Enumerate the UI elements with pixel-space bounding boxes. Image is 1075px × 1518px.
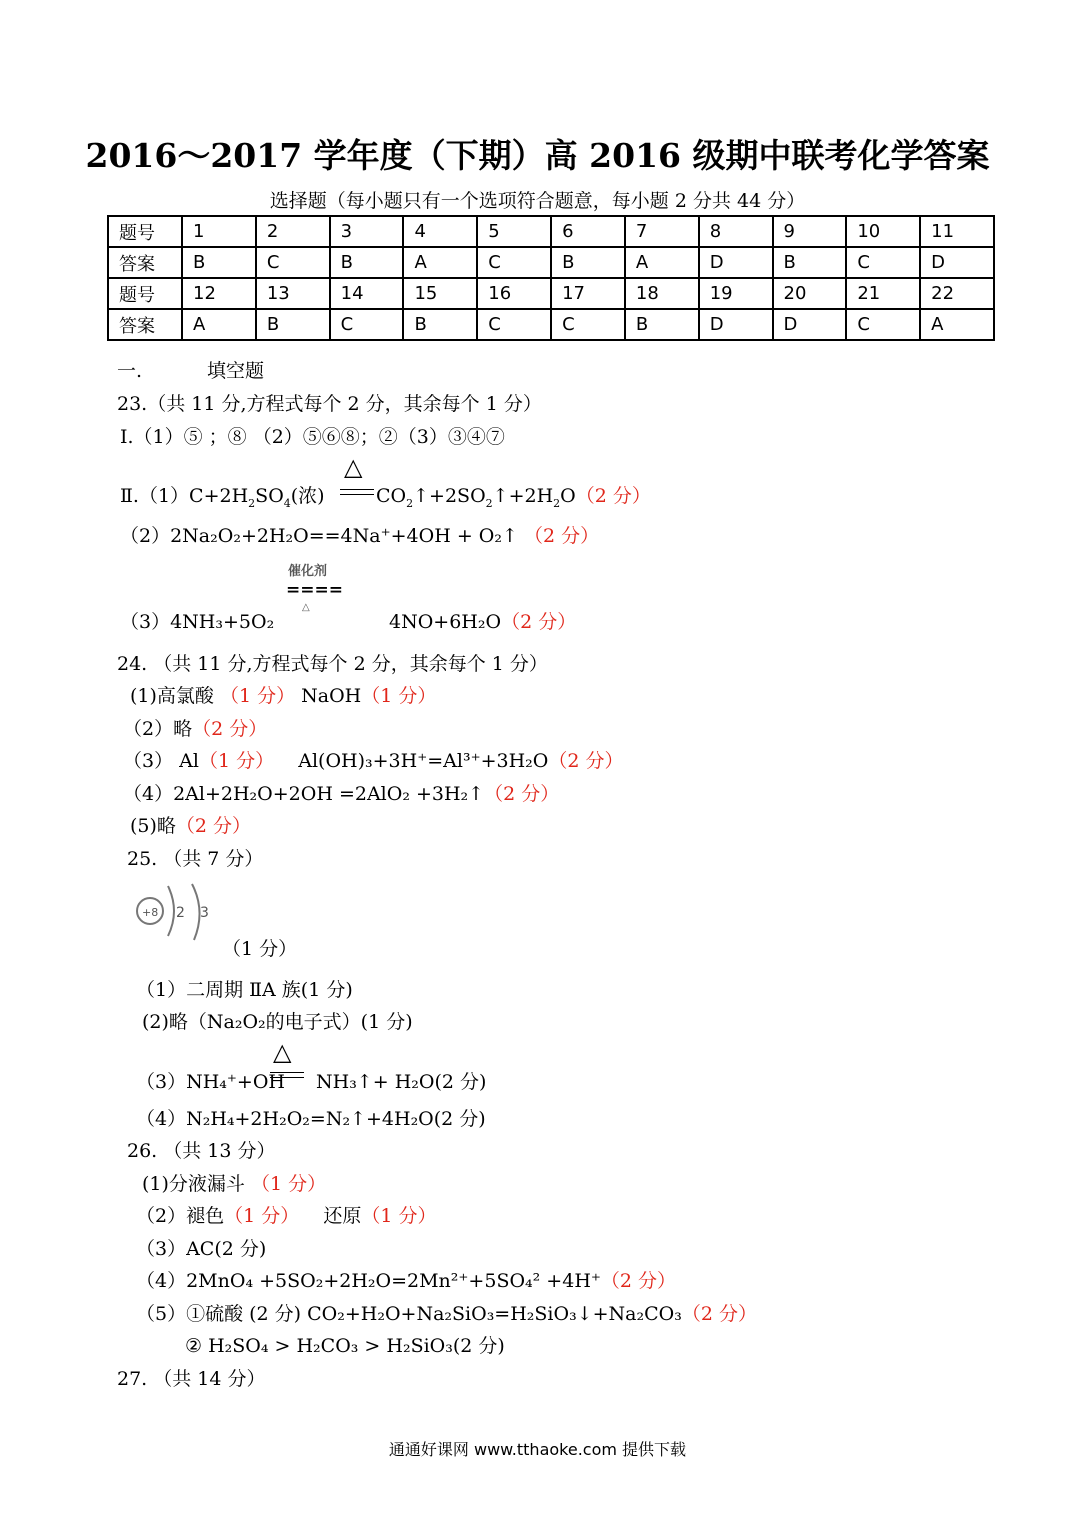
answer-table-row	[108, 216, 994, 247]
q25-header: 25. （共 7 分）	[127, 848, 264, 870]
q24-line1: (1)高氯酸 （1 分） NaOH（1 分）	[130, 685, 437, 707]
q23-part2-eq1-products: $CO_2↑+2SO_2↑+2H_2O(2$ 分）	[376, 485, 651, 510]
heat-triangle-symbol: △	[344, 453, 363, 481]
q26-header: 26. （共 13 分）	[127, 1140, 276, 1162]
q24-line3: （3） Al（1 分） Al(OH)₃+3H⁺=Al³⁺+3H₂O（2 分）	[123, 750, 624, 772]
q23-part2-eq2: （2）2Na₂O₂+2H₂O==4Na⁺+4OH + O₂↑ （2 分）	[120, 525, 600, 547]
answer-table-row	[108, 309, 994, 340]
score: （2 分）	[575, 485, 651, 507]
answer-table-cell: 15	[403, 278, 477, 309]
answer-table-row-header: 答案	[108, 247, 182, 278]
q25-line1: （1）二周期 ⅡA 族(1 分)	[136, 979, 353, 1001]
atom-shell1-count: 2	[176, 905, 185, 921]
page-title: 2016～2017 学年度（下期）高 2016 级期中联考化学答案	[85, 136, 990, 175]
answer-table-cell: A	[403, 247, 477, 278]
answer-table-cell: B	[330, 247, 404, 278]
answer-table-cell: 12	[182, 278, 256, 309]
answer-table-cell: 11	[920, 216, 994, 247]
q24-line4: （4）2Al+2H₂O+2OH =2AlO₂ +3H₂↑（2 分）	[123, 783, 560, 805]
answer-table-cell: D	[699, 309, 773, 340]
answer-table-cell: 5	[477, 216, 551, 247]
answer-table-cell: B	[773, 247, 847, 278]
q23-header: 23.（共 11 分,方程式每个 2 分，其余每个 1 分）	[117, 393, 542, 415]
atom-structure-diagram	[128, 878, 218, 948]
answer-table-cell: C	[551, 309, 625, 340]
answer-table-cell: 8	[699, 216, 773, 247]
atom-shell2-count: 3	[200, 905, 209, 921]
q27-header: 27. （共 14 分）	[117, 1368, 266, 1390]
score: （2 分）	[501, 611, 577, 633]
q26-line4: （4）2MnO₄ +5SO₂+2H₂O=2Mn²⁺+5SO₄² +4H⁺（2 分）	[136, 1270, 677, 1292]
answer-table-cell: 4	[403, 216, 477, 247]
answer-table-cell: 1	[182, 216, 256, 247]
answer-table-cell: A	[182, 309, 256, 340]
q23-part2-eq3-reactants: （3）4NH₃+5O₂	[120, 611, 275, 633]
answer-table-cell: C	[256, 247, 330, 278]
q23-part2-eq3-products: 4NO+6H₂O（2 分）	[389, 611, 577, 633]
q26-line3: （3）AC(2 分)	[136, 1238, 267, 1260]
answer-table-cell: C	[846, 247, 920, 278]
q25-line3-reactants: （3）NH₄⁺+OH	[136, 1071, 285, 1093]
reaction-arrow-line	[340, 494, 374, 495]
catalyst-heat: △	[302, 602, 310, 613]
answer-table-cell: B	[625, 309, 699, 340]
answer-table-row-header: 题号	[108, 278, 182, 309]
answer-table-cell: B	[551, 247, 625, 278]
section-number: 一.	[117, 360, 143, 382]
score: （2 分）	[523, 525, 600, 547]
catalyst-label: 催化剂	[288, 564, 328, 579]
answer-table-cell: 19	[699, 278, 773, 309]
answer-table-cell: D	[773, 309, 847, 340]
q26-line6: ② H₂SO₄ > H₂CO₃ > H₂SiO₃(2 分)	[185, 1335, 505, 1357]
reaction-arrow-line	[340, 489, 374, 490]
answer-table-cell: D	[699, 247, 773, 278]
answer-table-cell: 21	[846, 278, 920, 309]
atom-nucleus-charge: +8	[142, 906, 159, 919]
answer-table-cell: 18	[625, 278, 699, 309]
answer-table-cell: D	[920, 247, 994, 278]
q24-line2: （2）略（2 分）	[123, 718, 268, 740]
answer-table-cell: C	[330, 309, 404, 340]
answer-table-cell: 13	[256, 278, 330, 309]
q25-line2: (2)略（Na₂O₂的电子式）(1 分)	[142, 1011, 413, 1033]
answer-table-cell: 16	[477, 278, 551, 309]
answer-table-cell: 17	[551, 278, 625, 309]
answer-table-cell: 7	[625, 216, 699, 247]
answer-table-cell: A	[625, 247, 699, 278]
answer-table-cell: C	[477, 247, 551, 278]
answer-table-cell: 2	[256, 216, 330, 247]
choice-section-subtitle: 选择题（每小题只有一个选项符合题意，每小题 2 分共 44 分）	[269, 190, 806, 212]
q23-part1: Ⅰ.（1）⑤ ；⑧ （2）⑤⑥⑧；②（3）③④⑦	[120, 426, 505, 448]
answer-table-cell: B	[403, 309, 477, 340]
answer-table-cell: 14	[330, 278, 404, 309]
q26-line1: (1)分液漏斗 （1 分）	[142, 1173, 327, 1195]
section-title: 填空题	[207, 360, 265, 382]
footer-source: 通通好课网 www.tthaoke.com 提供下载	[388, 1440, 687, 1459]
q26-line5: （5）①硫酸 (2 分) CO₂+H₂O+Na₂SiO₃=H₂SiO₃↓+Na₂CO₃（2 分）	[136, 1303, 757, 1325]
answer-table-cell: 20	[773, 278, 847, 309]
answer-table-cell: 6	[551, 216, 625, 247]
heat-triangle-symbol: △	[273, 1038, 292, 1066]
q26-line2: （2）褪色（1 分） 还原（1 分）	[136, 1205, 437, 1227]
answer-table-cell: C	[477, 309, 551, 340]
answer-table-row-header: 题号	[108, 216, 182, 247]
answer-table-cell: 9	[773, 216, 847, 247]
answer-table-cell: C	[846, 309, 920, 340]
answer-table-row-header: 答案	[108, 309, 182, 340]
answer-table-cell: A	[920, 309, 994, 340]
answer-table-row	[108, 278, 994, 309]
answer-table-cell: B	[256, 309, 330, 340]
answer-table-cell: 3	[330, 216, 404, 247]
q25-line4: （4）N₂H₄+2H₂O₂=N₂↑+4H₂O(2 分)	[136, 1108, 486, 1130]
q25-line3-products: NH₃↑+ H₂O(2 分)	[316, 1071, 487, 1093]
answer-table	[107, 215, 995, 341]
answer-table-row	[108, 247, 994, 278]
answer-table-cell: B	[182, 247, 256, 278]
answer-table-cell: 22	[920, 278, 994, 309]
q24-line5: (5)略（2 分）	[130, 815, 252, 837]
q25-diagram-score: （1 分）	[222, 938, 298, 960]
q23-part2-eq1: $Ⅱ.(1)C+2H_2SO_4$(浓)	[120, 485, 325, 510]
answer-table-cell: 10	[846, 216, 920, 247]
catalyst-equals: ====	[286, 580, 343, 600]
q24-header: 24. （共 11 分,方程式每个 2 分，其余每个 1 分）	[117, 653, 548, 675]
